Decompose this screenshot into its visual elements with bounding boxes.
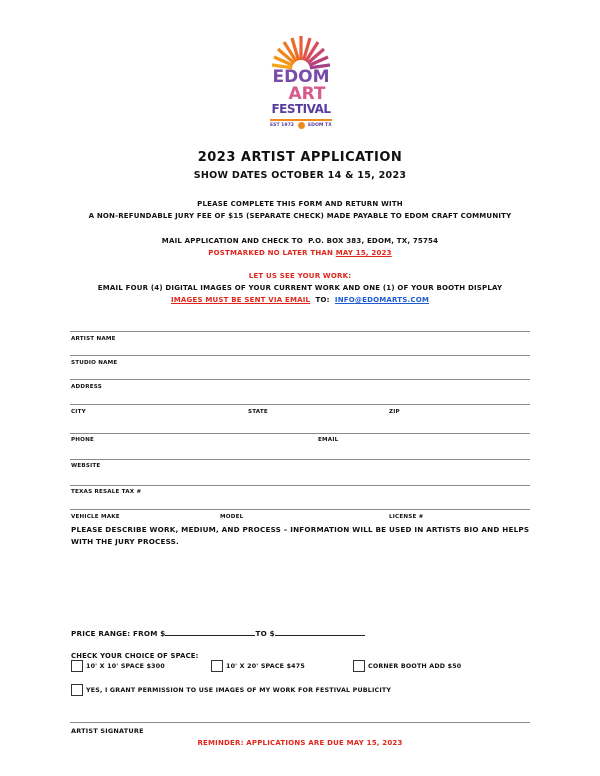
address-label: ADDRESS	[71, 384, 102, 390]
postmark-date: MAY 15, 2023	[335, 249, 392, 257]
page-title: 2023 ARTIST APPLICATION	[197, 150, 403, 165]
vehicle-make-label: VEHICLE MAKE	[71, 514, 120, 520]
space-10x10-label: 10' X 10' SPACE $300	[86, 663, 165, 670]
price-to-label: TO $	[255, 629, 275, 638]
phone-email-line[interactable]	[70, 459, 530, 460]
mail-prefix: MAIL APPLICATION AND CHECK TO	[161, 237, 303, 245]
reminder: REMINDER: APPLICATIONS ARE DUE MAY 15, 2023	[197, 739, 403, 747]
corner-booth-checkbox[interactable]	[353, 660, 365, 672]
price-to-field[interactable]	[275, 627, 365, 636]
logo-underline	[270, 119, 332, 121]
logo-est: EST 1972	[270, 123, 294, 128]
studio-name-label: STUDIO NAME	[71, 360, 118, 366]
website-line[interactable]	[70, 485, 530, 486]
studio-name-line[interactable]	[70, 379, 530, 380]
city-state-zip-line[interactable]	[70, 433, 530, 434]
postmark-prefix: POSTMARKED NO LATER THAN	[208, 249, 334, 257]
state-label: STATE	[248, 409, 268, 415]
show-dates: SHOW DATES OCTOBER 14 & 15, 2023	[193, 170, 407, 181]
city-label: CITY	[71, 409, 86, 415]
email-link[interactable]: INFO@EDOMARTS.COM	[334, 296, 430, 304]
tax-label: TEXAS RESALE TAX #	[71, 489, 142, 495]
artist-name-line[interactable]	[70, 355, 530, 356]
logo-line-art: ART	[288, 84, 326, 104]
price-from-field[interactable]	[165, 627, 255, 636]
postmark-line	[0, 249, 600, 257]
email-instruction-line	[0, 296, 600, 304]
zip-label: ZIP	[389, 409, 400, 415]
permission-label: YES, I GRANT PERMISSION TO USE IMAGES OF MY WORK FOR FESTIVAL PUBLICITY	[86, 687, 392, 694]
images-via-email: IMAGES MUST BE SENT VIA EMAIL	[170, 296, 311, 304]
to-label: TO:	[315, 296, 330, 304]
space-heading: CHECK YOUR CHOICE OF SPACE:	[71, 652, 199, 660]
corner-booth-label: CORNER BOOTH ADD $50	[368, 663, 462, 670]
space-10x20-checkbox[interactable]	[211, 660, 223, 672]
website-label: WEBSITE	[71, 463, 101, 469]
mail-address: P.O. BOX 383, EDOM, TX, 75754	[308, 237, 439, 245]
space-10x20-label: 10' X 20' SPACE $475	[226, 663, 305, 670]
rule-top	[70, 331, 530, 332]
signature-line[interactable]	[70, 722, 530, 723]
let-us-see-heading: LET US SEE YOUR WORK:	[248, 272, 352, 280]
mail-line	[0, 237, 600, 245]
logo-line-edom: EDOM	[272, 67, 330, 87]
artist-name-label: ARTIST NAME	[71, 336, 116, 342]
sunburst-icon	[268, 35, 334, 71]
logo-line-festival: FESTIVAL	[271, 102, 331, 116]
license-label: LICENSE #	[389, 514, 424, 520]
flower-icon	[298, 122, 305, 129]
address-line[interactable]	[70, 404, 530, 405]
phone-label: PHONE	[71, 437, 95, 443]
logo-location: EDOM TX	[308, 123, 332, 128]
email-label: EMAIL	[318, 437, 339, 443]
price-from-label: PRICE RANGE: FROM $	[71, 629, 166, 638]
instruction-line-1: PLEASE COMPLETE THIS FORM AND RETURN WITH	[197, 200, 403, 208]
signature-label: ARTIST SIGNATURE	[71, 727, 144, 735]
email-images-line: EMAIL FOUR (4) DIGITAL IMAGES OF YOUR CURRENT WORK AND ONE (1) OF YOUR BOOTH DISPLAY	[97, 284, 503, 292]
festival-logo	[268, 35, 334, 133]
describe-work-prompt: PLEASE DESCRIBE WORK, MEDIUM, AND PROCESS – INFORMATION WILL BE USED IN ARTISTS BIO AND HELPS WITH THE JURY PROCESS.	[71, 525, 530, 546]
price-range	[71, 627, 365, 638]
space-10x10-checkbox[interactable]	[71, 660, 83, 672]
tax-line[interactable]	[70, 509, 530, 510]
model-label: MODEL	[220, 514, 244, 520]
permission-checkbox[interactable]	[71, 684, 83, 696]
instruction-line-2: A NON-REFUNDABLE JURY FEE OF $15 (SEPARATE CHECK) MADE PAYABLE TO EDOM CRAFT COMMUNITY	[88, 212, 512, 220]
